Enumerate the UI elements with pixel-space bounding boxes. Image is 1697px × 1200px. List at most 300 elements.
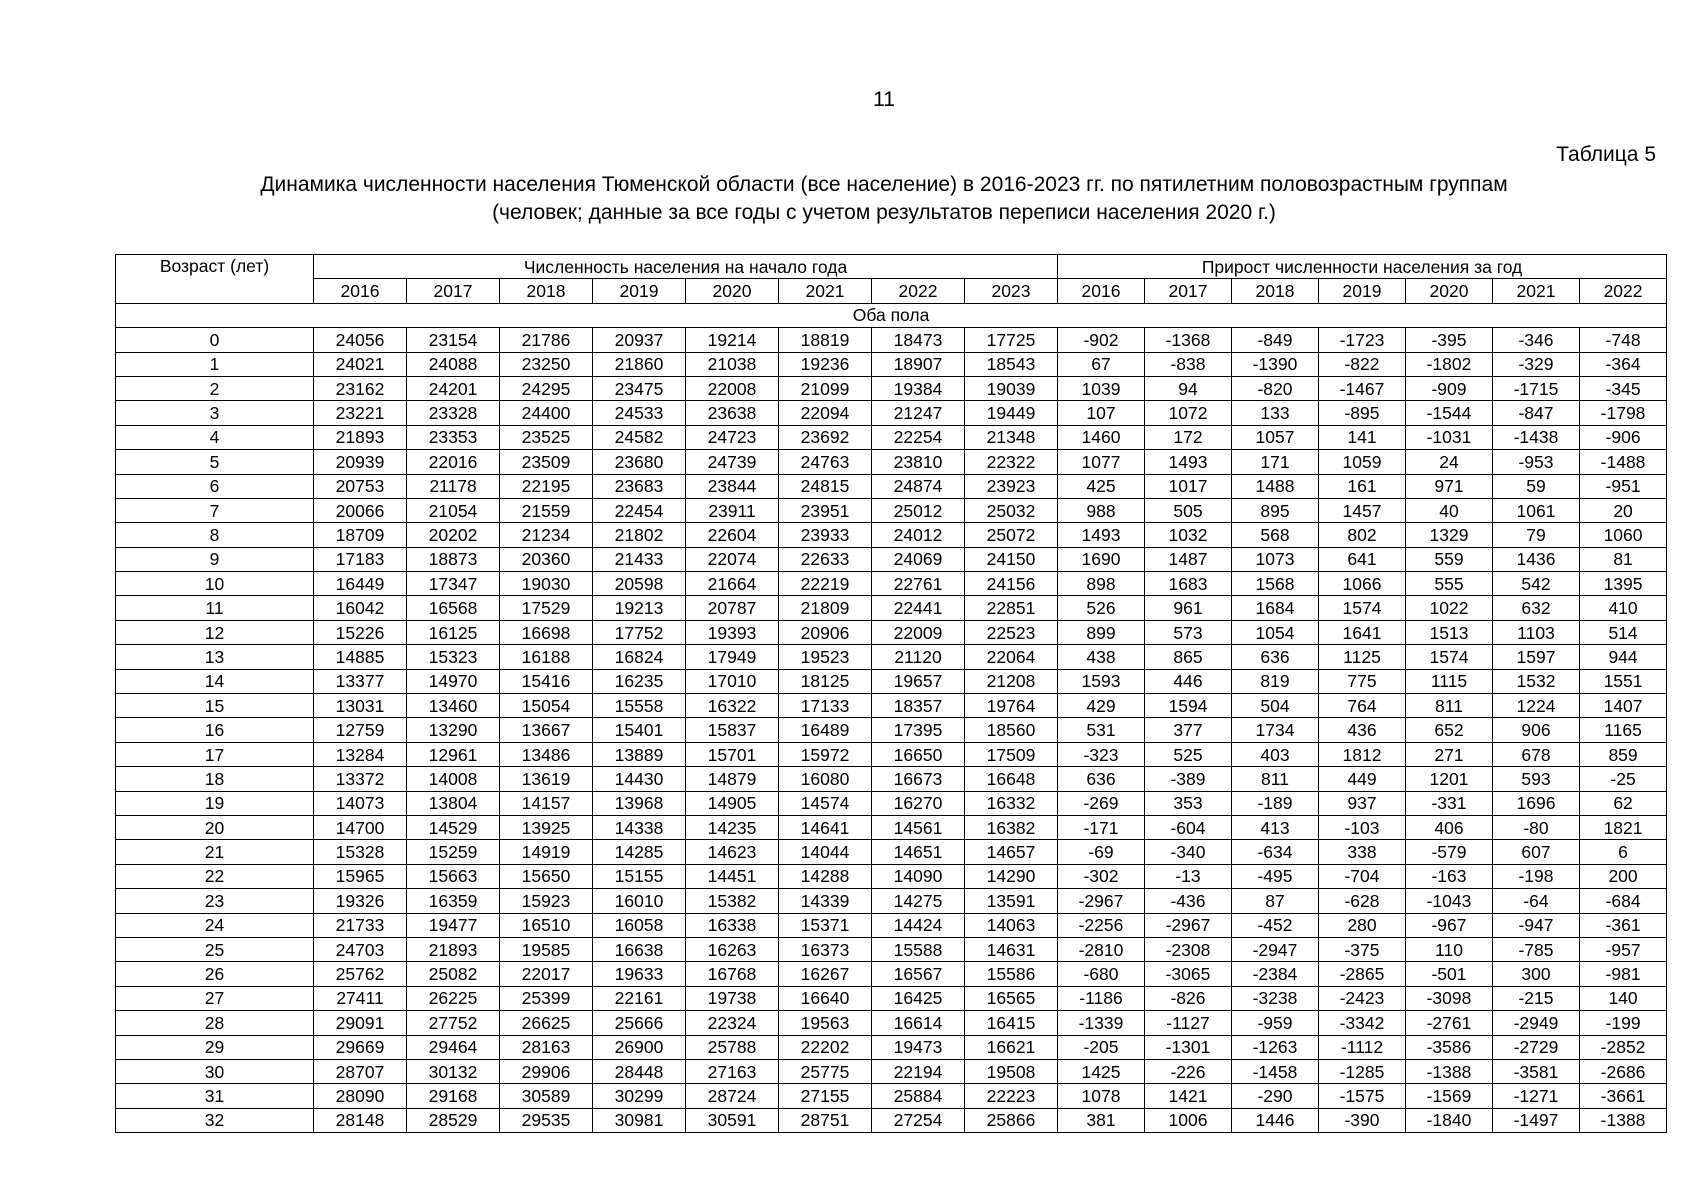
population-cell: 25082 — [407, 962, 500, 986]
population-cell: 17395 — [872, 718, 965, 742]
table-row — [116, 669, 1667, 693]
growth-cell: -495 — [1232, 864, 1319, 888]
population-cell: 16768 — [686, 962, 779, 986]
growth-cell: -2761 — [1406, 1011, 1493, 1035]
growth-cell: -1575 — [1319, 1084, 1406, 1108]
growth-cell: -981 — [1580, 962, 1667, 986]
growth-cell: -2256 — [1058, 913, 1145, 937]
table-row — [116, 937, 1667, 961]
growth-cell: -64 — [1493, 889, 1580, 913]
growth-cell: 1421 — [1145, 1084, 1232, 1108]
table-row — [116, 962, 1667, 986]
age-header: Возраст (лет) — [116, 255, 314, 304]
growth-cell: 1488 — [1232, 474, 1319, 498]
growth-cell: -849 — [1232, 328, 1319, 352]
population-cell: 24815 — [779, 474, 872, 498]
table-row — [116, 791, 1667, 815]
population-cell: 24723 — [686, 425, 779, 449]
population-cell: 22604 — [686, 523, 779, 547]
population-cell: 16080 — [779, 767, 872, 791]
growth-cell: -389 — [1145, 767, 1232, 791]
population-cell: 24012 — [872, 523, 965, 547]
growth-cell: -2947 — [1232, 937, 1319, 961]
table-row — [116, 1035, 1667, 1059]
table-row — [116, 1108, 1667, 1132]
population-cell: 14885 — [314, 645, 407, 669]
population-cell: 14430 — [593, 767, 686, 791]
growth-cell: 1057 — [1232, 425, 1319, 449]
population-cell: 16332 — [965, 791, 1058, 815]
growth-cell: 1574 — [1406, 645, 1493, 669]
population-cell: 14073 — [314, 791, 407, 815]
growth-cell: -80 — [1493, 815, 1580, 839]
growth-cell: -345 — [1580, 376, 1667, 400]
growth-cell: 1022 — [1406, 596, 1493, 620]
population-cell: 13290 — [407, 718, 500, 742]
population-cell: 23509 — [500, 450, 593, 474]
population-cell: 16824 — [593, 645, 686, 669]
population-cell: 16125 — [407, 620, 500, 644]
growth-cell: 353 — [1145, 791, 1232, 815]
population-cell: 13486 — [500, 742, 593, 766]
population-cell: 19585 — [500, 937, 593, 961]
population-cell: 17529 — [500, 596, 593, 620]
population-cell: 25788 — [686, 1035, 779, 1059]
age-cell: 19 — [116, 791, 314, 815]
population-cell: 16042 — [314, 596, 407, 620]
growth-cell: -3098 — [1406, 986, 1493, 1010]
growth-cell: 504 — [1232, 694, 1319, 718]
table-row — [116, 547, 1667, 571]
population-cell: 18560 — [965, 718, 1058, 742]
growth-cell: 133 — [1232, 401, 1319, 425]
growth-cell: 1060 — [1580, 523, 1667, 547]
population-cell: 19477 — [407, 913, 500, 937]
population-cell: 18473 — [872, 328, 965, 352]
growth-cell: -1438 — [1493, 425, 1580, 449]
growth-cell: 1513 — [1406, 620, 1493, 644]
growth-cell: -895 — [1319, 401, 1406, 425]
growth-cell: 403 — [1232, 742, 1319, 766]
population-cell: 15328 — [314, 840, 407, 864]
population-cell: 17183 — [314, 547, 407, 571]
population-cell: 24021 — [314, 352, 407, 376]
table-row — [116, 645, 1667, 669]
population-year-header: 2017 — [407, 279, 500, 303]
growth-cell: 381 — [1058, 1108, 1145, 1132]
growth-cell: -704 — [1319, 864, 1406, 888]
growth-cell: -199 — [1580, 1011, 1667, 1035]
population-cell: 21733 — [314, 913, 407, 937]
population-cell: 15382 — [686, 889, 779, 913]
growth-cell: 406 — [1406, 815, 1493, 839]
population-cell: 21664 — [686, 572, 779, 596]
age-cell: 4 — [116, 425, 314, 449]
growth-year-header: 2020 — [1406, 279, 1493, 303]
age-cell: 27 — [116, 986, 314, 1010]
growth-cell: -680 — [1058, 962, 1145, 986]
population-cell: 16640 — [779, 986, 872, 1010]
population-cell: 17010 — [686, 669, 779, 693]
population-cell: 20753 — [314, 474, 407, 498]
population-cell: 25072 — [965, 523, 1058, 547]
population-cell: 22064 — [965, 645, 1058, 669]
table-row — [116, 352, 1667, 376]
age-cell: 22 — [116, 864, 314, 888]
growth-cell: -1544 — [1406, 401, 1493, 425]
growth-cell: 1407 — [1580, 694, 1667, 718]
population-cell: 27254 — [872, 1108, 965, 1132]
population-cell: 16565 — [965, 986, 1058, 1010]
population-cell: 14090 — [872, 864, 965, 888]
age-cell: 18 — [116, 767, 314, 791]
growth-cell: 505 — [1145, 498, 1232, 522]
population-cell: 23475 — [593, 376, 686, 400]
growth-cell: -1715 — [1493, 376, 1580, 400]
growth-cell: 641 — [1319, 547, 1406, 571]
population-cell: 26900 — [593, 1035, 686, 1059]
growth-cell: 1329 — [1406, 523, 1493, 547]
population-cell: 22009 — [872, 620, 965, 644]
table-row — [116, 767, 1667, 791]
population-cell: 20360 — [500, 547, 593, 571]
age-cell: 1 — [116, 352, 314, 376]
age-cell: 31 — [116, 1084, 314, 1108]
growth-cell: -3661 — [1580, 1084, 1667, 1108]
age-cell: 14 — [116, 669, 314, 693]
growth-cell: -1127 — [1145, 1011, 1232, 1035]
growth-cell: 446 — [1145, 669, 1232, 693]
population-cell: 16322 — [686, 694, 779, 718]
age-cell: 0 — [116, 328, 314, 352]
population-cell: 19384 — [872, 376, 965, 400]
growth-cell: -1569 — [1406, 1084, 1493, 1108]
population-cell: 21893 — [314, 425, 407, 449]
population-cell: 16338 — [686, 913, 779, 937]
growth-cell: -331 — [1406, 791, 1493, 815]
growth-cell: -1031 — [1406, 425, 1493, 449]
population-cell: 19393 — [686, 620, 779, 644]
population-cell: 26625 — [500, 1011, 593, 1035]
population-cell: 15923 — [500, 889, 593, 913]
population-cell: 14529 — [407, 815, 500, 839]
title-line-1: Динамика численности населения Тюменской области (все население) в 2016-2023 гг. по пятилетним половозрастным группам — [260, 173, 1508, 196]
growth-cell: 1054 — [1232, 620, 1319, 644]
growth-cell: 429 — [1058, 694, 1145, 718]
growth-cell: -628 — [1319, 889, 1406, 913]
growth-cell: 531 — [1058, 718, 1145, 742]
growth-cell: 1574 — [1319, 596, 1406, 620]
population-cell: 24763 — [779, 450, 872, 474]
population-cell: 25762 — [314, 962, 407, 986]
population-cell: 16638 — [593, 937, 686, 961]
population-cell: 25866 — [965, 1108, 1058, 1132]
growth-cell: 1395 — [1580, 572, 1667, 596]
age-cell: 7 — [116, 498, 314, 522]
population-cell: 23810 — [872, 450, 965, 474]
growth-cell: 764 — [1319, 694, 1406, 718]
population-cell: 28163 — [500, 1035, 593, 1059]
growth-cell: -604 — [1145, 815, 1232, 839]
population-year-header: 2019 — [593, 279, 686, 303]
population-cell: 28724 — [686, 1084, 779, 1108]
growth-cell: -1388 — [1580, 1108, 1667, 1132]
population-cell: 22441 — [872, 596, 965, 620]
population-cell: 14879 — [686, 767, 779, 791]
growth-cell: -1467 — [1319, 376, 1406, 400]
growth-cell: -103 — [1319, 815, 1406, 839]
population-cell: 16382 — [965, 815, 1058, 839]
population-cell: 15416 — [500, 669, 593, 693]
population-cell: 25012 — [872, 498, 965, 522]
growth-cell: -957 — [1580, 937, 1667, 961]
growth-cell: 811 — [1232, 767, 1319, 791]
table-row — [116, 889, 1667, 913]
population-cell: 14919 — [500, 840, 593, 864]
population-cell: 16058 — [593, 913, 686, 937]
growth-cell: -323 — [1058, 742, 1145, 766]
header-row-groups — [116, 255, 1667, 279]
population-cell: 14339 — [779, 889, 872, 913]
population-cell: 21178 — [407, 474, 500, 498]
growth-cell: 107 — [1058, 401, 1145, 425]
growth-cell: 1072 — [1145, 401, 1232, 425]
growth-cell: 1078 — [1058, 1084, 1145, 1108]
population-cell: 21860 — [593, 352, 686, 376]
growth-cell: -2686 — [1580, 1059, 1667, 1083]
growth-cell: -2865 — [1319, 962, 1406, 986]
growth-cell: -1339 — [1058, 1011, 1145, 1035]
growth-cell: 1039 — [1058, 376, 1145, 400]
population-cell: 19030 — [500, 572, 593, 596]
growth-cell: -436 — [1145, 889, 1232, 913]
growth-cell: 6 — [1580, 840, 1667, 864]
population-cell: 24582 — [593, 425, 686, 449]
population-cell: 22254 — [872, 425, 965, 449]
population-cell: 21802 — [593, 523, 686, 547]
growth-cell: -3342 — [1319, 1011, 1406, 1035]
growth-cell: 819 — [1232, 669, 1319, 693]
section-label: Оба пола — [116, 303, 1667, 327]
population-cell: 27155 — [779, 1084, 872, 1108]
population-cell: 19738 — [686, 986, 779, 1010]
population-cell: 16267 — [779, 962, 872, 986]
table-body — [116, 303, 1667, 1132]
population-cell: 16415 — [965, 1011, 1058, 1035]
population-cell: 14561 — [872, 815, 965, 839]
population-cell: 22161 — [593, 986, 686, 1010]
population-cell: 22851 — [965, 596, 1058, 620]
growth-cell: 514 — [1580, 620, 1667, 644]
growth-cell: 40 — [1406, 498, 1493, 522]
growth-cell: 171 — [1232, 450, 1319, 474]
growth-cell: -2949 — [1493, 1011, 1580, 1035]
population-cell: 22194 — [872, 1059, 965, 1083]
growth-cell: -909 — [1406, 376, 1493, 400]
population-cell: 22094 — [779, 401, 872, 425]
population-cell: 16270 — [872, 791, 965, 815]
population-cell: 22454 — [593, 498, 686, 522]
growth-cell: -226 — [1145, 1059, 1232, 1083]
growth-cell: -1112 — [1319, 1035, 1406, 1059]
age-cell: 26 — [116, 962, 314, 986]
population-year-header: 2020 — [686, 279, 779, 303]
population-cell: 19214 — [686, 328, 779, 352]
growth-cell: 1115 — [1406, 669, 1493, 693]
population-cell: 20937 — [593, 328, 686, 352]
population-cell: 17509 — [965, 742, 1058, 766]
population-cell: 15323 — [407, 645, 500, 669]
growth-cell: 1684 — [1232, 596, 1319, 620]
table-row — [116, 694, 1667, 718]
population-cell: 14905 — [686, 791, 779, 815]
population-cell: 24874 — [872, 474, 965, 498]
population-cell: 23933 — [779, 523, 872, 547]
growth-cell: 200 — [1580, 864, 1667, 888]
table-row — [116, 913, 1667, 937]
age-cell: 8 — [116, 523, 314, 547]
growth-cell: 555 — [1406, 572, 1493, 596]
age-cell: 2 — [116, 376, 314, 400]
growth-cell: 94 — [1145, 376, 1232, 400]
population-cell: 18819 — [779, 328, 872, 352]
title-line-2: (человек; данные за все годы с учетом результатов переписи населения 2020 г.) — [492, 201, 1276, 224]
age-cell: 24 — [116, 913, 314, 937]
population-cell: 24088 — [407, 352, 500, 376]
population-cell: 15588 — [872, 937, 965, 961]
population-cell: 23353 — [407, 425, 500, 449]
growth-cell: 961 — [1145, 596, 1232, 620]
population-cell: 23328 — [407, 401, 500, 425]
growth-cell: 1059 — [1319, 450, 1406, 474]
growth-cell: -290 — [1232, 1084, 1319, 1108]
population-cell: 14651 — [872, 840, 965, 864]
population-cell: 22223 — [965, 1084, 1058, 1108]
population-cell: 16568 — [407, 596, 500, 620]
population-cell: 30132 — [407, 1059, 500, 1083]
population-cell: 24056 — [314, 328, 407, 352]
growth-cell: 898 — [1058, 572, 1145, 596]
growth-cell: -634 — [1232, 840, 1319, 864]
population-cell: 21120 — [872, 645, 965, 669]
age-cell: 10 — [116, 572, 314, 596]
growth-cell: 1812 — [1319, 742, 1406, 766]
growth-cell: -1798 — [1580, 401, 1667, 425]
growth-cell: -329 — [1493, 352, 1580, 376]
population-cell: 14338 — [593, 815, 686, 839]
population-cell: 16673 — [872, 767, 965, 791]
population-cell: 13460 — [407, 694, 500, 718]
population-cell: 21247 — [872, 401, 965, 425]
population-cell: 21893 — [407, 937, 500, 961]
table-row — [116, 425, 1667, 449]
population-cell: 14631 — [965, 937, 1058, 961]
population-cell: 16510 — [500, 913, 593, 937]
growth-cell: -3065 — [1145, 962, 1232, 986]
growth-cell: 1597 — [1493, 645, 1580, 669]
population-cell: 17949 — [686, 645, 779, 669]
population-year-header: 2021 — [779, 279, 872, 303]
population-cell: 23525 — [500, 425, 593, 449]
growth-cell: -951 — [1580, 474, 1667, 498]
table-row — [116, 450, 1667, 474]
table-row — [116, 742, 1667, 766]
growth-cell: -215 — [1493, 986, 1580, 1010]
growth-cell: 1487 — [1145, 547, 1232, 571]
population-cell: 24201 — [407, 376, 500, 400]
growth-cell: 559 — [1406, 547, 1493, 571]
population-cell: 25399 — [500, 986, 593, 1010]
population-cell: 13667 — [500, 718, 593, 742]
growth-cell: 410 — [1580, 596, 1667, 620]
growth-cell: 865 — [1145, 645, 1232, 669]
population-cell: 15701 — [686, 742, 779, 766]
population-cell: 14235 — [686, 815, 779, 839]
population-cell: 24156 — [965, 572, 1058, 596]
growth-cell: 971 — [1406, 474, 1493, 498]
growth-cell: -906 — [1580, 425, 1667, 449]
population-cell: 22008 — [686, 376, 779, 400]
growth-cell: 1683 — [1145, 572, 1232, 596]
table-row — [116, 401, 1667, 425]
growth-cell: -822 — [1319, 352, 1406, 376]
population-cell: 15663 — [407, 864, 500, 888]
age-cell: 15 — [116, 694, 314, 718]
population-cell: 14424 — [872, 913, 965, 937]
population-cell: 18357 — [872, 694, 965, 718]
population-cell: 13968 — [593, 791, 686, 815]
population-cell: 13377 — [314, 669, 407, 693]
population-cell: 18709 — [314, 523, 407, 547]
population-cell: 18543 — [965, 352, 1058, 376]
growth-cell: -390 — [1319, 1108, 1406, 1132]
growth-cell: -1390 — [1232, 352, 1319, 376]
population-cell: 29669 — [314, 1035, 407, 1059]
population-cell: 22761 — [872, 572, 965, 596]
growth-cell: -340 — [1145, 840, 1232, 864]
population-cell: 13031 — [314, 694, 407, 718]
growth-cell: 775 — [1319, 669, 1406, 693]
population-cell: 14063 — [965, 913, 1058, 937]
growth-cell: 859 — [1580, 742, 1667, 766]
population-cell: 14623 — [686, 840, 779, 864]
population-cell: 23250 — [500, 352, 593, 376]
growth-cell: -69 — [1058, 840, 1145, 864]
growth-cell: -820 — [1232, 376, 1319, 400]
population-cell: 25666 — [593, 1011, 686, 1035]
population-cell: 19523 — [779, 645, 872, 669]
population-cell: 26225 — [407, 986, 500, 1010]
population-cell: 28148 — [314, 1108, 407, 1132]
population-cell: 16698 — [500, 620, 593, 644]
growth-cell: -163 — [1406, 864, 1493, 888]
growth-cell: -1388 — [1406, 1059, 1493, 1083]
population-cell: 30981 — [593, 1108, 686, 1132]
growth-cell: -346 — [1493, 328, 1580, 352]
population-cell: 21099 — [779, 376, 872, 400]
population-cell: 16449 — [314, 572, 407, 596]
growth-cell: 438 — [1058, 645, 1145, 669]
growth-cell: -1271 — [1493, 1084, 1580, 1108]
growth-cell: -3238 — [1232, 986, 1319, 1010]
population-cell: 21038 — [686, 352, 779, 376]
population-cell: 19449 — [965, 401, 1058, 425]
population-cell: 14657 — [965, 840, 1058, 864]
growth-cell: -2308 — [1145, 937, 1232, 961]
growth-cell: 1446 — [1232, 1108, 1319, 1132]
growth-cell: 1125 — [1319, 645, 1406, 669]
population-cell: 20787 — [686, 596, 779, 620]
